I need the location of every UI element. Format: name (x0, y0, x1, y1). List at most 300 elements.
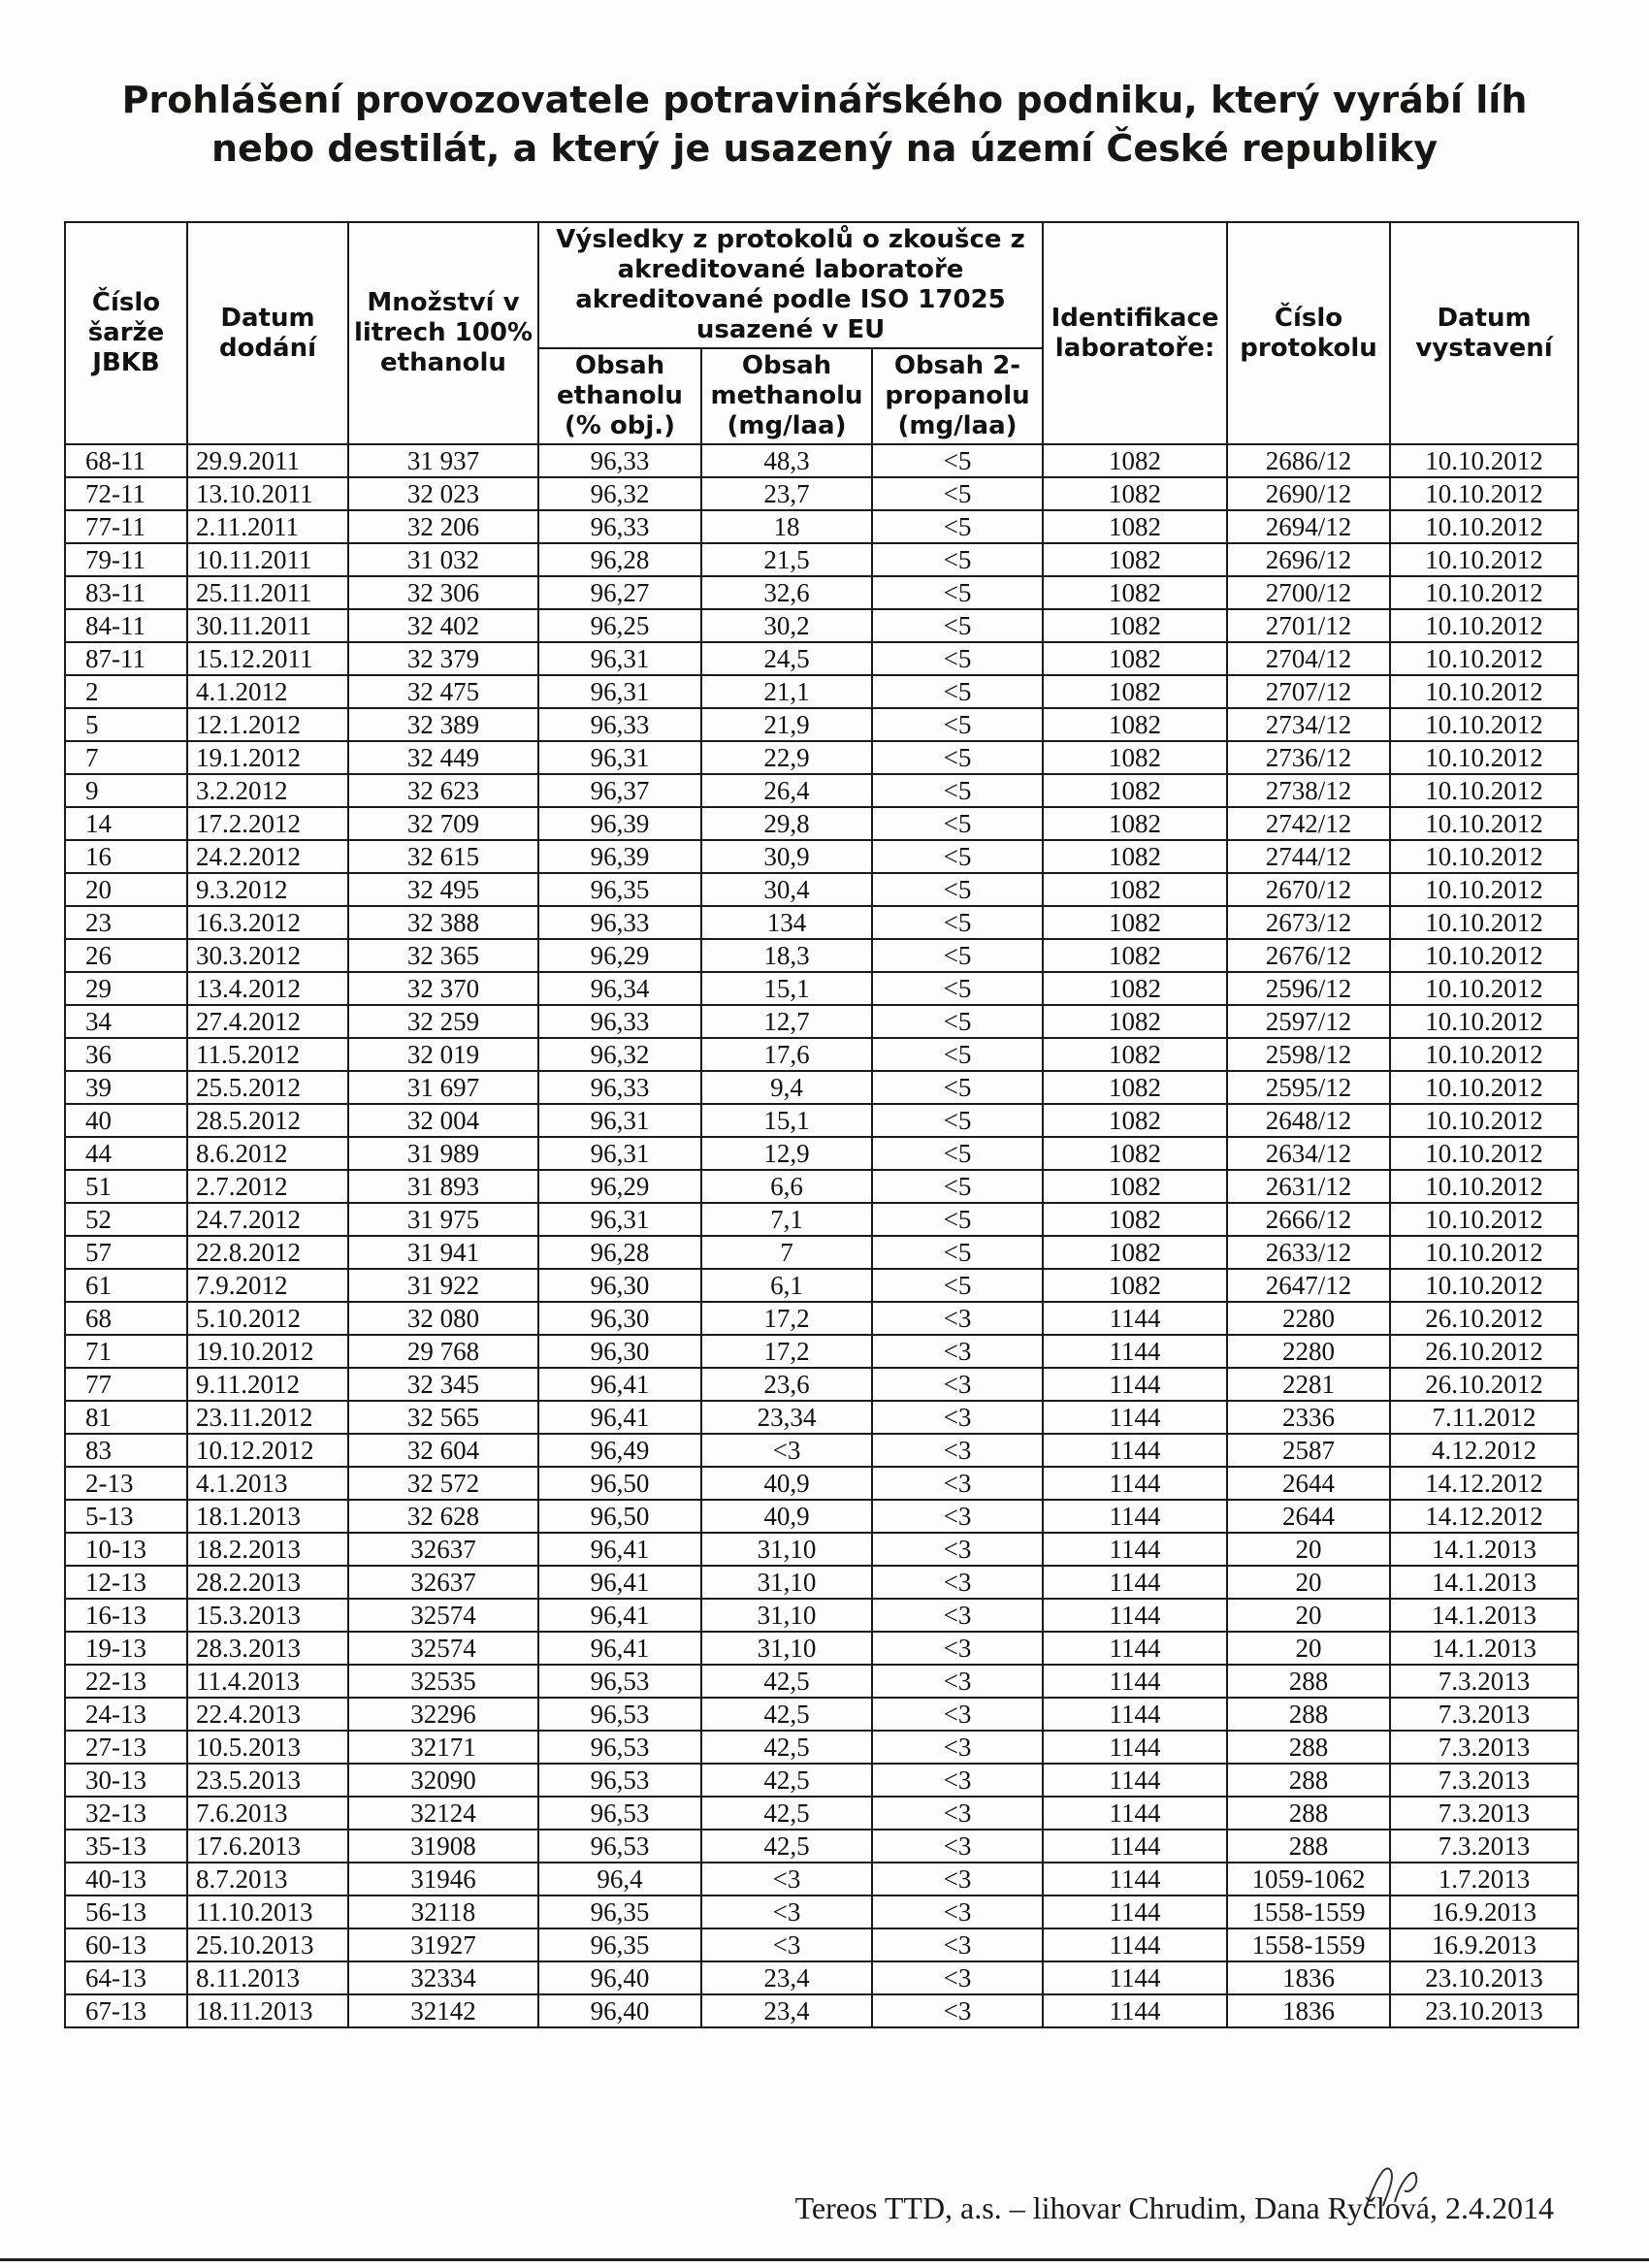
table-row (65, 1368, 1578, 1401)
cell-propanol: <3 (872, 1533, 1043, 1566)
cell-batch: 60-13 (65, 1928, 187, 1961)
cell-batch: 24-13 (65, 1698, 187, 1731)
cell-protocol-no: 1558-1559 (1227, 1928, 1390, 1961)
cell-propanol: <3 (872, 1434, 1043, 1467)
cell-methanol: 42,5 (701, 1731, 872, 1764)
cell-delivery-date: 8.7.2013 (187, 1863, 348, 1895)
cell-propanol: <3 (872, 1961, 1043, 1994)
table-row (65, 1863, 1578, 1895)
cell-methanol: 12,7 (701, 1005, 872, 1038)
table-row (65, 477, 1578, 510)
cell-methanol: 17,2 (701, 1302, 872, 1335)
cell-batch: 44 (65, 1137, 187, 1170)
cell-ethanol: 96,33 (538, 1071, 701, 1104)
table-row (65, 1731, 1578, 1764)
cell-ethanol: 96,32 (538, 1038, 701, 1071)
cell-delivery-date: 15.3.2013 (187, 1599, 348, 1632)
cell-lab-id: 1144 (1043, 1632, 1227, 1665)
cell-lab-id: 1144 (1043, 1566, 1227, 1599)
cell-batch: 10-13 (65, 1533, 187, 1566)
cell-protocol-no: 288 (1227, 1698, 1390, 1731)
cell-ethanol: 96,30 (538, 1335, 701, 1368)
cell-delivery-date: 25.10.2013 (187, 1928, 348, 1961)
table-row (65, 675, 1578, 708)
cell-protocol-no: 2633/12 (1227, 1236, 1390, 1269)
cell-lab-id: 1082 (1043, 741, 1227, 774)
cell-issue-date: 10.10.2012 (1390, 840, 1578, 873)
cell-issue-date: 7.3.2013 (1390, 1830, 1578, 1863)
cell-protocol-no: 2734/12 (1227, 708, 1390, 741)
cell-issue-date: 7.3.2013 (1390, 1731, 1578, 1764)
cell-quantity: 32 306 (348, 576, 538, 609)
cell-quantity: 31 975 (348, 1203, 538, 1236)
cell-ethanol: 96,33 (538, 1005, 701, 1038)
cell-batch: 81 (65, 1401, 187, 1434)
cell-protocol-no: 2736/12 (1227, 741, 1390, 774)
cell-delivery-date: 13.4.2012 (187, 972, 348, 1005)
cell-quantity: 32171 (348, 1731, 538, 1764)
cell-issue-date: 4.12.2012 (1390, 1434, 1578, 1467)
cell-quantity: 32 080 (348, 1302, 538, 1335)
cell-delivery-date: 11.10.2013 (187, 1895, 348, 1928)
table-row (65, 642, 1578, 675)
cell-protocol-no: 288 (1227, 1830, 1390, 1863)
cell-ethanol: 96,53 (538, 1797, 701, 1830)
table-row (65, 1170, 1578, 1203)
cell-methanol: 30,9 (701, 840, 872, 873)
cell-methanol: <3 (701, 1895, 872, 1928)
cell-batch: 83 (65, 1434, 187, 1467)
cell-batch: 14 (65, 807, 187, 840)
cell-propanol: <5 (872, 1071, 1043, 1104)
cell-ethanol: 96,31 (538, 1203, 701, 1236)
cell-methanol: <3 (701, 1863, 872, 1895)
cell-propanol: <5 (872, 807, 1043, 840)
cell-protocol-no: 2647/12 (1227, 1269, 1390, 1302)
footer-signature-line: Tereos TTD, a.s. – lihovar Chrudim, Dana Ryčlová, 2.4.2014 (794, 2190, 1554, 2225)
cell-delivery-date: 25.11.2011 (187, 576, 348, 609)
cell-protocol-no: 2704/12 (1227, 642, 1390, 675)
cell-batch: 16-13 (65, 1599, 187, 1632)
cell-issue-date: 10.10.2012 (1390, 1170, 1578, 1203)
table-row (65, 1566, 1578, 1599)
cell-ethanol: 96,27 (538, 576, 701, 609)
cell-batch: 56-13 (65, 1895, 187, 1928)
cell-ethanol: 96,31 (538, 642, 701, 675)
cell-delivery-date: 17.6.2013 (187, 1830, 348, 1863)
cell-methanol: 26,4 (701, 774, 872, 807)
cell-protocol-no: 2744/12 (1227, 840, 1390, 873)
cell-propanol: <5 (872, 576, 1043, 609)
cell-ethanol: 96,31 (538, 1104, 701, 1137)
cell-ethanol: 96,33 (538, 708, 701, 741)
cell-ethanol: 96,29 (538, 939, 701, 972)
cell-issue-date: 10.10.2012 (1390, 477, 1578, 510)
cell-delivery-date: 16.3.2012 (187, 906, 348, 939)
cell-ethanol: 96,35 (538, 1895, 701, 1928)
cell-batch: 67-13 (65, 1994, 187, 2027)
cell-lab-id: 1082 (1043, 477, 1227, 510)
cell-lab-id: 1082 (1043, 1038, 1227, 1071)
table-row (65, 1698, 1578, 1731)
cell-quantity: 32334 (348, 1961, 538, 1994)
cell-propanol: <3 (872, 1368, 1043, 1401)
cell-ethanol: 96,53 (538, 1665, 701, 1698)
cell-methanol: 32,6 (701, 576, 872, 609)
cell-lab-id: 1144 (1043, 1401, 1227, 1434)
cell-lab-id: 1082 (1043, 675, 1227, 708)
cell-methanol: 30,2 (701, 609, 872, 642)
header-delivery-date: Datum dodání (187, 222, 348, 444)
cell-propanol: <5 (872, 1005, 1043, 1038)
cell-batch: 36 (65, 1038, 187, 1071)
cell-batch: 26 (65, 939, 187, 972)
cell-ethanol: 96,53 (538, 1764, 701, 1797)
table-row (65, 1203, 1578, 1236)
cell-methanol: 42,5 (701, 1830, 872, 1863)
cell-methanol: 42,5 (701, 1764, 872, 1797)
cell-protocol-no: 1836 (1227, 1961, 1390, 1994)
cell-quantity: 31908 (348, 1830, 538, 1863)
cell-batch: 12-13 (65, 1566, 187, 1599)
cell-issue-date: 10.10.2012 (1390, 741, 1578, 774)
cell-lab-id: 1144 (1043, 1863, 1227, 1895)
cell-quantity: 32118 (348, 1895, 538, 1928)
cell-batch: 2-13 (65, 1467, 187, 1500)
cell-issue-date: 10.10.2012 (1390, 807, 1578, 840)
cell-issue-date: 26.10.2012 (1390, 1368, 1578, 1401)
cell-ethanol: 96,53 (538, 1731, 701, 1764)
cell-quantity: 32 565 (348, 1401, 538, 1434)
cell-protocol-no: 2694/12 (1227, 510, 1390, 543)
cell-protocol-no: 20 (1227, 1533, 1390, 1566)
cell-methanol: 42,5 (701, 1797, 872, 1830)
cell-methanol: 6,1 (701, 1269, 872, 1302)
cell-protocol-no: 20 (1227, 1566, 1390, 1599)
cell-ethanol: 96,41 (538, 1599, 701, 1632)
cell-delivery-date: 11.5.2012 (187, 1038, 348, 1071)
cell-methanol: 15,1 (701, 1104, 872, 1137)
cell-methanol: 12,9 (701, 1137, 872, 1170)
table-row (65, 939, 1578, 972)
cell-batch: 68 (65, 1302, 187, 1335)
cell-methanol: 17,2 (701, 1335, 872, 1368)
cell-delivery-date: 30.11.2011 (187, 609, 348, 642)
cell-ethanol: 96,29 (538, 1170, 701, 1203)
cell-propanol: <5 (872, 609, 1043, 642)
cell-issue-date: 10.10.2012 (1390, 1104, 1578, 1137)
cell-batch: 30-13 (65, 1764, 187, 1797)
header-results-group: Výsledky z protokolů o zkoušce z akreditované laboratoře akreditované podle ISO 17025 usazené v EU (538, 222, 1043, 348)
cell-protocol-no: 2686/12 (1227, 444, 1390, 477)
cell-methanol: 23,34 (701, 1401, 872, 1434)
cell-issue-date: 10.10.2012 (1390, 774, 1578, 807)
table-row (65, 873, 1578, 906)
cell-propanol: <3 (872, 1928, 1043, 1961)
table-row (65, 510, 1578, 543)
cell-propanol: <5 (872, 1038, 1043, 1071)
cell-batch: 5-13 (65, 1500, 187, 1533)
cell-delivery-date: 5.10.2012 (187, 1302, 348, 1335)
cell-batch: 2 (65, 675, 187, 708)
cell-delivery-date: 17.2.2012 (187, 807, 348, 840)
cell-lab-id: 1144 (1043, 1928, 1227, 1961)
cell-ethanol: 96,28 (538, 1236, 701, 1269)
cell-ethanol: 96,4 (538, 1863, 701, 1895)
cell-delivery-date: 7.6.2013 (187, 1797, 348, 1830)
cell-lab-id: 1082 (1043, 1005, 1227, 1038)
table-row (65, 444, 1578, 477)
cell-delivery-date: 10.12.2012 (187, 1434, 348, 1467)
cell-delivery-date: 23.11.2012 (187, 1401, 348, 1434)
cell-protocol-no: 2670/12 (1227, 873, 1390, 906)
cell-protocol-no: 2595/12 (1227, 1071, 1390, 1104)
cell-issue-date: 14.1.2013 (1390, 1632, 1578, 1665)
cell-methanol: 15,1 (701, 972, 872, 1005)
table-row (65, 1599, 1578, 1632)
cell-quantity: 31 941 (348, 1236, 538, 1269)
cell-batch: 34 (65, 1005, 187, 1038)
header-quantity: Množství v litrech 100% ethanolu (348, 222, 538, 444)
header-methanol: Obsah methanolu (mg/laa) (701, 348, 872, 444)
cell-delivery-date: 28.5.2012 (187, 1104, 348, 1137)
cell-lab-id: 1144 (1043, 1302, 1227, 1335)
cell-delivery-date: 7.9.2012 (187, 1269, 348, 1302)
cell-issue-date: 10.10.2012 (1390, 576, 1578, 609)
cell-lab-id: 1144 (1043, 1731, 1227, 1764)
cell-lab-id: 1082 (1043, 510, 1227, 543)
cell-batch: 79-11 (65, 543, 187, 576)
cell-batch: 87-11 (65, 642, 187, 675)
cell-protocol-no: 2676/12 (1227, 939, 1390, 972)
cell-methanol: 31,10 (701, 1632, 872, 1665)
cell-lab-id: 1082 (1043, 873, 1227, 906)
cell-protocol-no: 288 (1227, 1731, 1390, 1764)
cell-quantity: 31 893 (348, 1170, 538, 1203)
cell-delivery-date: 18.1.2013 (187, 1500, 348, 1533)
cell-propanol: <5 (872, 642, 1043, 675)
cell-protocol-no: 2742/12 (1227, 807, 1390, 840)
table-row (65, 609, 1578, 642)
cell-protocol-no: 2634/12 (1227, 1137, 1390, 1170)
cell-issue-date: 14.12.2012 (1390, 1500, 1578, 1533)
cell-lab-id: 1082 (1043, 1170, 1227, 1203)
cell-lab-id: 1144 (1043, 1599, 1227, 1632)
cell-propanol: <3 (872, 1665, 1043, 1698)
cell-delivery-date: 19.1.2012 (187, 741, 348, 774)
cell-batch: 71 (65, 1335, 187, 1368)
cell-quantity: 31 937 (348, 444, 538, 477)
cell-batch: 52 (65, 1203, 187, 1236)
cell-quantity: 32 206 (348, 510, 538, 543)
cell-protocol-no: 2696/12 (1227, 543, 1390, 576)
cell-issue-date: 10.10.2012 (1390, 1203, 1578, 1236)
cell-lab-id: 1144 (1043, 1961, 1227, 1994)
table-row (65, 1137, 1578, 1170)
cell-delivery-date: 24.2.2012 (187, 840, 348, 873)
cell-ethanol: 96,41 (538, 1533, 701, 1566)
cell-propanol: <5 (872, 444, 1043, 477)
cell-protocol-no: 288 (1227, 1764, 1390, 1797)
cell-batch: 77 (65, 1368, 187, 1401)
cell-methanol: 31,10 (701, 1533, 872, 1566)
table-row (65, 1005, 1578, 1038)
cell-lab-id: 1082 (1043, 1137, 1227, 1170)
cell-ethanol: 96,30 (538, 1269, 701, 1302)
cell-propanol: <3 (872, 1302, 1043, 1335)
cell-protocol-no: 2700/12 (1227, 576, 1390, 609)
table-row (65, 708, 1578, 741)
header-ethanol: Obsah ethanolu (% obj.) (538, 348, 701, 444)
cell-lab-id: 1144 (1043, 1665, 1227, 1698)
cell-batch: 16 (65, 840, 187, 873)
cell-quantity: 31 697 (348, 1071, 538, 1104)
cell-methanol: 7 (701, 1236, 872, 1269)
cell-lab-id: 1082 (1043, 1203, 1227, 1236)
cell-delivery-date: 11.4.2013 (187, 1665, 348, 1698)
cell-propanol: <3 (872, 1335, 1043, 1368)
cell-protocol-no: 2280 (1227, 1335, 1390, 1368)
cell-quantity: 32 345 (348, 1368, 538, 1401)
cell-lab-id: 1082 (1043, 906, 1227, 939)
cell-delivery-date: 28.3.2013 (187, 1632, 348, 1665)
table-row (65, 807, 1578, 840)
cell-lab-id: 1144 (1043, 1830, 1227, 1863)
cell-protocol-no: 2701/12 (1227, 609, 1390, 642)
cell-issue-date: 7.11.2012 (1390, 1401, 1578, 1434)
cell-issue-date: 14.12.2012 (1390, 1467, 1578, 1500)
cell-batch: 77-11 (65, 510, 187, 543)
cell-methanol: 48,3 (701, 444, 872, 477)
cell-quantity: 32 259 (348, 1005, 538, 1038)
header-propanol: Obsah 2-propanolu (mg/laa) (872, 348, 1043, 444)
cell-propanol: <5 (872, 1203, 1043, 1236)
cell-methanol: <3 (701, 1434, 872, 1467)
cell-batch: 35-13 (65, 1830, 187, 1863)
cell-delivery-date: 30.3.2012 (187, 939, 348, 972)
cell-methanol: 18 (701, 510, 872, 543)
cell-protocol-no: 1558-1559 (1227, 1895, 1390, 1928)
cell-batch: 32-13 (65, 1797, 187, 1830)
cell-delivery-date: 2.11.2011 (187, 510, 348, 543)
cell-methanol: 40,9 (701, 1467, 872, 1500)
cell-issue-date: 26.10.2012 (1390, 1335, 1578, 1368)
cell-batch: 27-13 (65, 1731, 187, 1764)
cell-quantity: 32090 (348, 1764, 538, 1797)
cell-lab-id: 1082 (1043, 609, 1227, 642)
cell-lab-id: 1144 (1043, 1500, 1227, 1533)
header-batch: Číslo šarže JBKB (65, 222, 187, 444)
cell-propanol: <5 (872, 774, 1043, 807)
cell-quantity: 32637 (348, 1533, 538, 1566)
cell-protocol-no: 20 (1227, 1599, 1390, 1632)
batch-table (64, 221, 1579, 2028)
cell-quantity: 32 615 (348, 840, 538, 873)
cell-delivery-date: 13.10.2011 (187, 477, 348, 510)
table-row (65, 972, 1578, 1005)
cell-propanol: <3 (872, 1863, 1043, 1895)
cell-quantity: 32535 (348, 1665, 538, 1698)
cell-issue-date: 10.10.2012 (1390, 609, 1578, 642)
header-protocol-no: Číslo protokolu (1227, 222, 1390, 444)
cell-issue-date: 14.1.2013 (1390, 1533, 1578, 1566)
cell-lab-id: 1082 (1043, 840, 1227, 873)
table-row (65, 1434, 1578, 1467)
cell-issue-date: 14.1.2013 (1390, 1566, 1578, 1599)
cell-ethanol: 96,33 (538, 906, 701, 939)
table-row (65, 1104, 1578, 1137)
cell-quantity: 32124 (348, 1797, 538, 1830)
cell-lab-id: 1082 (1043, 807, 1227, 840)
cell-issue-date: 10.10.2012 (1390, 543, 1578, 576)
cell-protocol-no: 2598/12 (1227, 1038, 1390, 1071)
cell-ethanol: 96,40 (538, 1994, 701, 2027)
cell-quantity: 31 032 (348, 543, 538, 576)
page-title: Prohlášení provozovatele potravinářského podniku, který vyrábí líh nebo destilát, a který je usazený na území České republiky (121, 79, 1528, 170)
cell-ethanol: 96,31 (538, 741, 701, 774)
cell-batch: 40 (65, 1104, 187, 1137)
cell-batch: 68-11 (65, 444, 187, 477)
cell-ethanol: 96,50 (538, 1500, 701, 1533)
cell-methanol: 6,6 (701, 1170, 872, 1203)
cell-propanol: <5 (872, 1236, 1043, 1269)
cell-delivery-date: 29.9.2011 (187, 444, 348, 477)
cell-lab-id: 1144 (1043, 1368, 1227, 1401)
cell-ethanol: 96,50 (538, 1467, 701, 1500)
cell-issue-date: 14.1.2013 (1390, 1599, 1578, 1632)
cell-ethanol: 96,53 (538, 1830, 701, 1863)
cell-lab-id: 1082 (1043, 1236, 1227, 1269)
cell-lab-id: 1082 (1043, 543, 1227, 576)
cell-ethanol: 96,49 (538, 1434, 701, 1467)
table-row (65, 1665, 1578, 1698)
divider (0, 2258, 1649, 2261)
cell-delivery-date: 10.11.2011 (187, 543, 348, 576)
cell-batch: 20 (65, 873, 187, 906)
cell-issue-date: 10.10.2012 (1390, 444, 1578, 477)
table-row (65, 1302, 1578, 1335)
cell-quantity: 32 365 (348, 939, 538, 972)
cell-ethanol: 96,41 (538, 1368, 701, 1401)
cell-batch: 57 (65, 1236, 187, 1269)
header-lab-id: Identifikace laboratoře: (1043, 222, 1227, 444)
cell-quantity: 31927 (348, 1928, 538, 1961)
cell-methanol: 21,9 (701, 708, 872, 741)
cell-quantity: 32 628 (348, 1500, 538, 1533)
cell-quantity: 32 623 (348, 774, 538, 807)
cell-methanol: 23,6 (701, 1368, 872, 1401)
cell-quantity: 32 023 (348, 477, 538, 510)
table-row (65, 576, 1578, 609)
cell-protocol-no: 2631/12 (1227, 1170, 1390, 1203)
cell-propanol: <5 (872, 939, 1043, 972)
cell-ethanol: 96,41 (538, 1401, 701, 1434)
table-row (65, 1269, 1578, 1302)
cell-propanol: <5 (872, 675, 1043, 708)
cell-lab-id: 1082 (1043, 708, 1227, 741)
cell-batch: 22-13 (65, 1665, 187, 1698)
cell-methanol: 23,7 (701, 477, 872, 510)
cell-delivery-date: 18.2.2013 (187, 1533, 348, 1566)
cell-protocol-no: 2738/12 (1227, 774, 1390, 807)
table-row (65, 1500, 1578, 1533)
cell-batch: 64-13 (65, 1961, 187, 1994)
cell-delivery-date: 3.2.2012 (187, 774, 348, 807)
cell-protocol-no: 2336 (1227, 1401, 1390, 1434)
table-row (65, 1895, 1578, 1928)
table-row (65, 1764, 1578, 1797)
cell-lab-id: 1144 (1043, 1533, 1227, 1566)
